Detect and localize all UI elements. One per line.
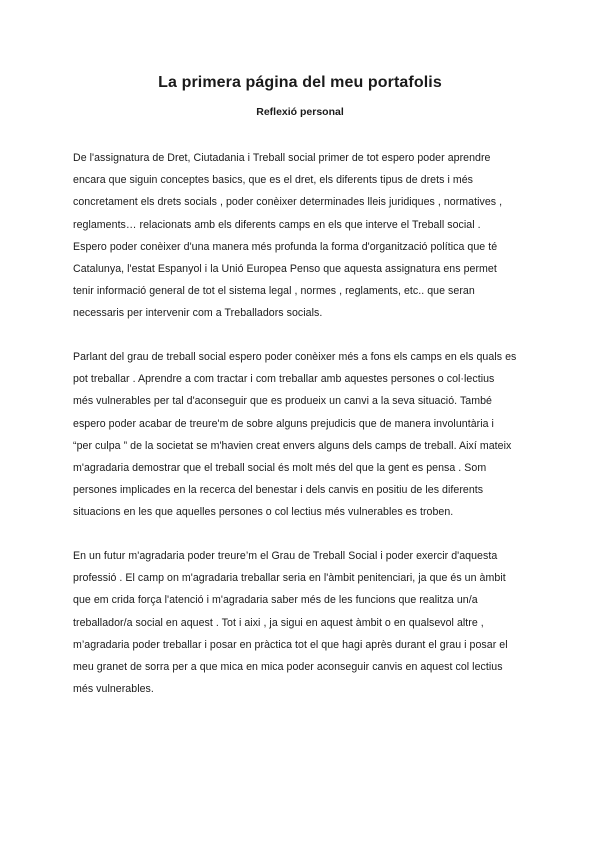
text-line: persones implicades en la recerca del benestar i dels canvis en positiu de les diferents [73,484,484,497]
text-line: m'agradaria demostrar que el treball social és molt més del que la gent es pensa . Som [73,462,487,475]
text-line: Catalunya, l'estat Espanyol i la Unió Europea Penso que aquesta assignatura ens permet [73,263,497,276]
text-line: més vulnerables. [73,683,154,696]
text-line: Espero poder conèixer d'una manera més profunda la forma d'organització política que té [73,240,498,253]
text-line: espero poder acabar de treure'm de sobre alguns prejudicis que de manera involuntària i [73,417,494,430]
text-line: situacions en les que aquelles persones o col lectius més vulnerables es troben. [73,506,454,519]
text-line: que em crida força l'atenció i m'agradaria saber més de les funcions que realitza un/a [73,594,478,607]
text-line: treballador/a social en aquest . Tot i aixi , ja sigui en aquest àmbit o en qualsevol altre , [73,616,484,629]
page-subtitle: Reflexió personal [256,106,344,118]
text-line: encara que siguin conceptes basics, que es el dret, els diferents tipus de drets i més [73,174,474,187]
text-line: meu granet de sorra per a que mica en mica poder aconseguir canvis en aquest col lectius [73,661,503,674]
text-line: pot treballar . Aprendre a com tractar i com treballar amb aquestes persones o col·lectius [73,373,495,386]
page-title: La primera página del meu portafolis [158,74,442,91]
text-line: De l'assignatura de Dret, Ciutadania i Treball social primer de tot espero poder aprendre [73,152,491,164]
text-line: “per culpa ” de la societat se m'havien creat envers alguns dels camps de treball. Així mateix [73,439,512,452]
paragraph-future-plans [73,545,533,700]
text-line: tenir informació general de tot el sistema legal , normes , reglaments, etc.. que seran [73,285,475,298]
text-line: concretament els drets socials , poder conèixer determinades lleis juridiques , normatives , [73,196,503,209]
paragraph-expectations-degree [73,346,533,524]
text-line: m’agradaria poder treballar i posar en pràctica tot el que hagi après durant el grau i posar el [73,638,508,651]
text-line: necessaris per intervenir com a Treballadors socials. [73,307,323,320]
text-line: Parlant del grau de treball social espero poder conèixer més a fons els camps en els quals es [73,351,517,363]
text-line: En un futur m'agradaria poder treure’m el Grau de Treball Social i poder exercir d'aquesta [73,550,498,562]
text-line: reglaments… relacionats amb els diferents camps en els que interve el Treball social . [73,218,481,231]
text-line: professió . El camp on m'agradaria treballar seria en l'àmbit penitenciari, ja que és un àmbit [73,572,506,585]
text-line: més vulnerables per tal d'aconseguir que es produeix un canvi a la seva situació. També [73,395,492,408]
paragraph-expectations-subject [73,147,533,325]
